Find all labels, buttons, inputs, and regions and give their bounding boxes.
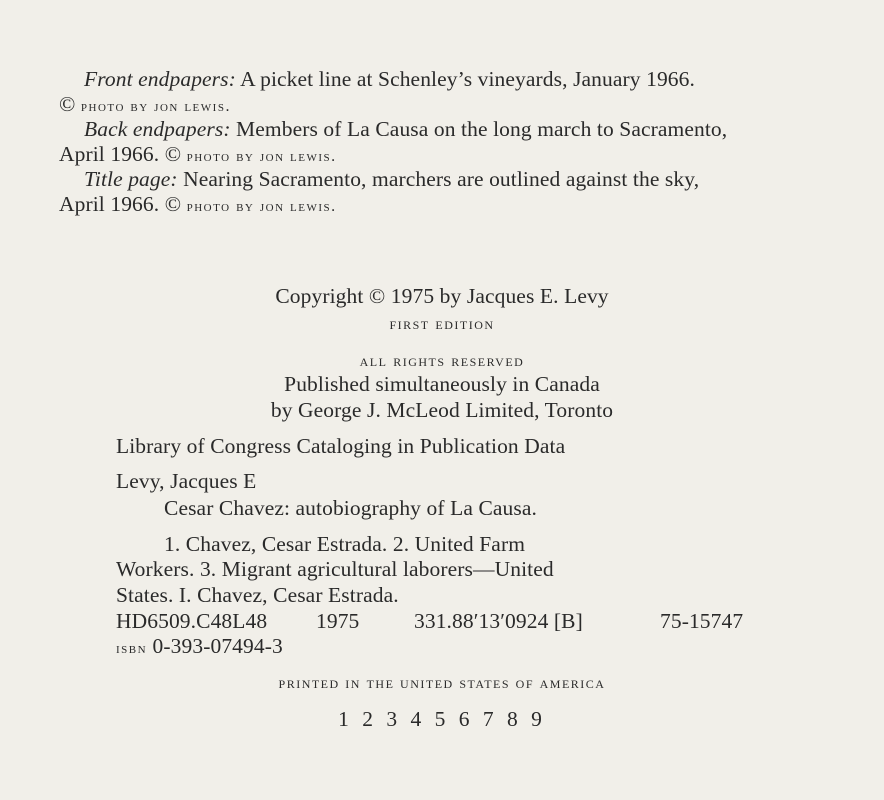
back-endpapers-label: Back endpapers: [84,117,231,141]
title-page-credit [84,166,699,192]
back-endpapers-credit [84,116,727,142]
rights-line: all rights reserved [359,351,525,370]
title-photo-text: photo by jon lewis. [186,198,337,215]
title-photo-prefix: April 1966. © [59,192,187,216]
cip-heading: Library of Congress Cataloging in Publication Data [116,434,566,458]
cip-dewey: 331.88′13′0924 [B] [414,609,583,633]
front-photo-text: photo by jon lewis. [80,98,231,115]
back-photo-text: photo by jon lewis. [186,148,337,165]
cip-lccn: 75-15747 [660,609,744,633]
front-endpapers-label: Front endpapers: [84,67,236,91]
isbn-number: 0-393-07494-3 [152,634,283,658]
front-endpapers-text: A picket line at Schenley’s vineyards, January 1966. [235,67,695,91]
isbn-label: isbn [116,640,148,657]
cip-subjects-3: States. I. Chavez, Cesar Estrada. [116,583,399,607]
canada-line-2: by George J. McLeod Limited, Toronto [270,398,614,422]
cip-year: 1975 [316,609,360,633]
front-photo-prefix: © [59,92,81,116]
cip-subjects-2: Workers. 3. Migrant agricultural laborers—United [116,557,554,581]
title-photo-credit [59,191,337,220]
copyright-line: Copyright © 1975 by Jacques E. Levy [275,284,609,308]
cip-author: Levy, Jacques E [116,469,257,493]
printed-line: printed in the united states of america [278,673,606,692]
printing-numbers: 1 2 3 4 5 6 7 8 9 [338,707,546,731]
cip-title: Cesar Chavez: autobiography of La Causa. [164,496,537,520]
canada-line-1: Published simultaneously in Canada [284,372,600,396]
back-endpapers-text: Members of La Causa on the long march to Sacramento, [230,117,728,141]
back-photo-prefix: April 1966. © [59,142,187,166]
title-page-label: Title page: [84,167,178,191]
cip-isbn [116,633,283,662]
title-page-text: Nearing Sacramento, marchers are outlined against the sky, [177,167,700,191]
front-endpapers-credit [84,66,695,92]
edition-line: first edition [389,314,495,333]
cip-subjects-1: 1. Chavez, Cesar Estrada. 2. United Farm [164,532,526,556]
cip-call-number: HD6509.C48L48 [116,609,268,633]
